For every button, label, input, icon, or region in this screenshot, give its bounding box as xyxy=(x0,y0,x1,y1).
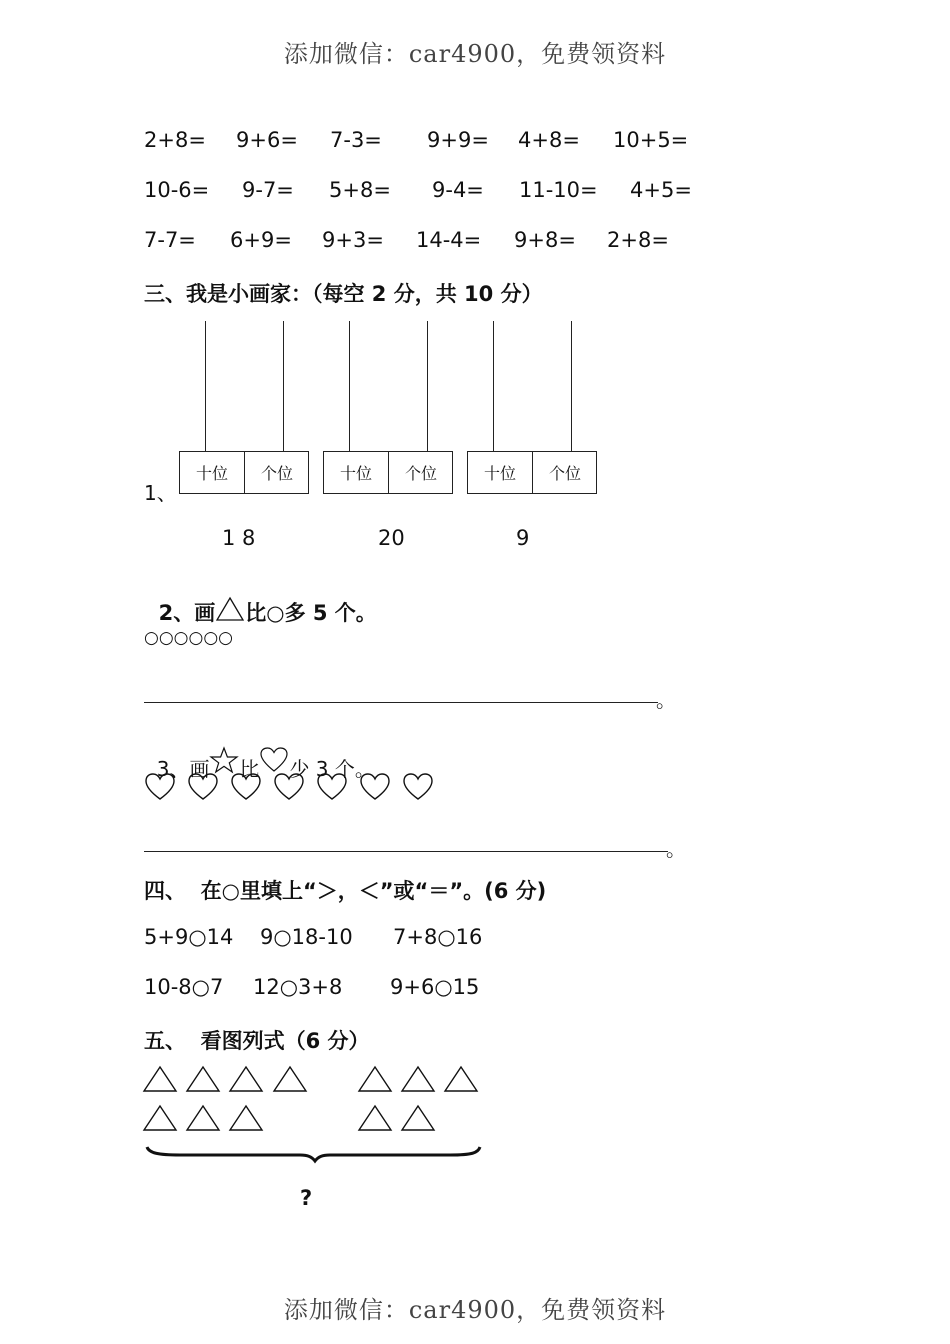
abacus-rod xyxy=(427,321,428,452)
abacus-rod xyxy=(205,321,206,452)
answer-line-3 xyxy=(144,851,668,852)
abacus-number-1: 1 8 xyxy=(222,526,256,550)
heart-icon xyxy=(259,746,289,774)
calc-item: 6+9= xyxy=(230,228,292,252)
abacus-box-3 xyxy=(467,451,597,494)
calc-item: 9+9= xyxy=(427,128,489,152)
period-2: 。 xyxy=(656,688,676,712)
triangle-icon xyxy=(187,1067,219,1091)
section-4-title: 四、 在○里填上“＞，＜”或“＝”。(6 分) xyxy=(144,879,547,903)
abacus-rod xyxy=(349,321,350,452)
abacus-box-2 xyxy=(323,451,453,494)
question-2-prefix: 2、画 xyxy=(158,601,216,625)
calc-item: 7-7= xyxy=(144,228,196,252)
section-5-title: 五、 看图列式（6 分） xyxy=(144,1029,370,1053)
triangle-icon xyxy=(402,1067,434,1091)
calc-item: 9+8= xyxy=(514,228,576,252)
circle-row: ○○○○○○ xyxy=(144,628,234,648)
period-3: 。 xyxy=(666,837,686,861)
triangle-icon xyxy=(445,1067,477,1091)
brace-icon xyxy=(147,1147,480,1161)
calc-item: 5+8= xyxy=(329,178,391,202)
abacus-box-1 xyxy=(179,451,309,494)
watermark-top: 添加微信：car4900，免费领资料 xyxy=(283,40,667,68)
heart-icon xyxy=(273,772,305,802)
calc-item: 2+8= xyxy=(144,128,206,152)
compare-item: 12○3+8 xyxy=(253,975,343,999)
triangle-icon xyxy=(359,1106,391,1130)
abacus-rod xyxy=(493,321,494,452)
heart-icon xyxy=(402,772,434,802)
triangle-icon xyxy=(144,1067,176,1091)
calc-item: 11-10= xyxy=(519,178,598,202)
triangle-icon xyxy=(215,596,245,622)
abacus-number-2: 20 xyxy=(378,526,405,550)
triangle-icon xyxy=(274,1067,306,1091)
triangle-icon xyxy=(187,1106,219,1130)
triangle-icon xyxy=(359,1067,391,1091)
heart-icon xyxy=(359,772,391,802)
answer-line-2 xyxy=(144,702,658,703)
calc-item: 9-7= xyxy=(242,178,294,202)
question-2 xyxy=(144,572,377,627)
triangle-icon xyxy=(230,1067,262,1091)
calc-item: 10-6= xyxy=(144,178,210,202)
heart-icon xyxy=(144,772,176,802)
abacus-ones-label: 个位 xyxy=(548,464,581,483)
compare-item: 5+9○14 xyxy=(144,925,234,949)
compare-item: 9○18-10 xyxy=(260,925,353,949)
section-3-title: 三、我是小画家：（每空 2 分，共 10 分） xyxy=(144,282,543,306)
question-3-suffix: 少 3 个。 xyxy=(289,757,375,781)
abacus-tens-label: 十位 xyxy=(339,464,372,483)
abacus-ones-label: 个位 xyxy=(260,464,293,483)
abacus-tens-label: 十位 xyxy=(195,464,228,483)
calc-item: 14-4= xyxy=(416,228,482,252)
question-3-prefix: 3、画 xyxy=(156,757,210,781)
calc-item: 2+8= xyxy=(607,228,669,252)
abacus-number-3: 9 xyxy=(516,526,530,550)
calc-item: 7-3= xyxy=(330,128,382,152)
triangle-icon xyxy=(230,1106,262,1130)
abacus-ones-label: 个位 xyxy=(404,464,437,483)
compare-item: 7+8○16 xyxy=(393,925,483,949)
calc-item: 10+5= xyxy=(613,128,689,152)
compare-item: 10-8○7 xyxy=(144,975,224,999)
question-mark: ? xyxy=(300,1186,313,1210)
heart-icon xyxy=(230,772,262,802)
calc-item: 4+8= xyxy=(518,128,580,152)
question-2-suffix: 比○多 5 个。 xyxy=(245,601,377,625)
compare-item: 9+6○15 xyxy=(390,975,480,999)
abacus-rod xyxy=(283,321,284,452)
calc-item: 9-4= xyxy=(432,178,484,202)
question-1-label: 1、 xyxy=(144,481,177,505)
abacus-rod xyxy=(571,321,572,452)
triangle-icon xyxy=(402,1106,434,1130)
calc-item: 9+3= xyxy=(322,228,384,252)
triangle-icon xyxy=(144,1106,176,1130)
watermark-bottom: 添加微信：car4900，免费领资料 xyxy=(283,1296,667,1324)
heart-icon xyxy=(187,772,219,802)
question-3-middle: 比 xyxy=(239,757,260,781)
calc-item: 9+6= xyxy=(236,128,298,152)
star-icon xyxy=(209,746,239,774)
heart-icon xyxy=(316,772,348,802)
triangle-group xyxy=(140,1062,490,1170)
calc-item: 4+5= xyxy=(630,178,692,202)
abacus-tens-label: 十位 xyxy=(483,464,516,483)
